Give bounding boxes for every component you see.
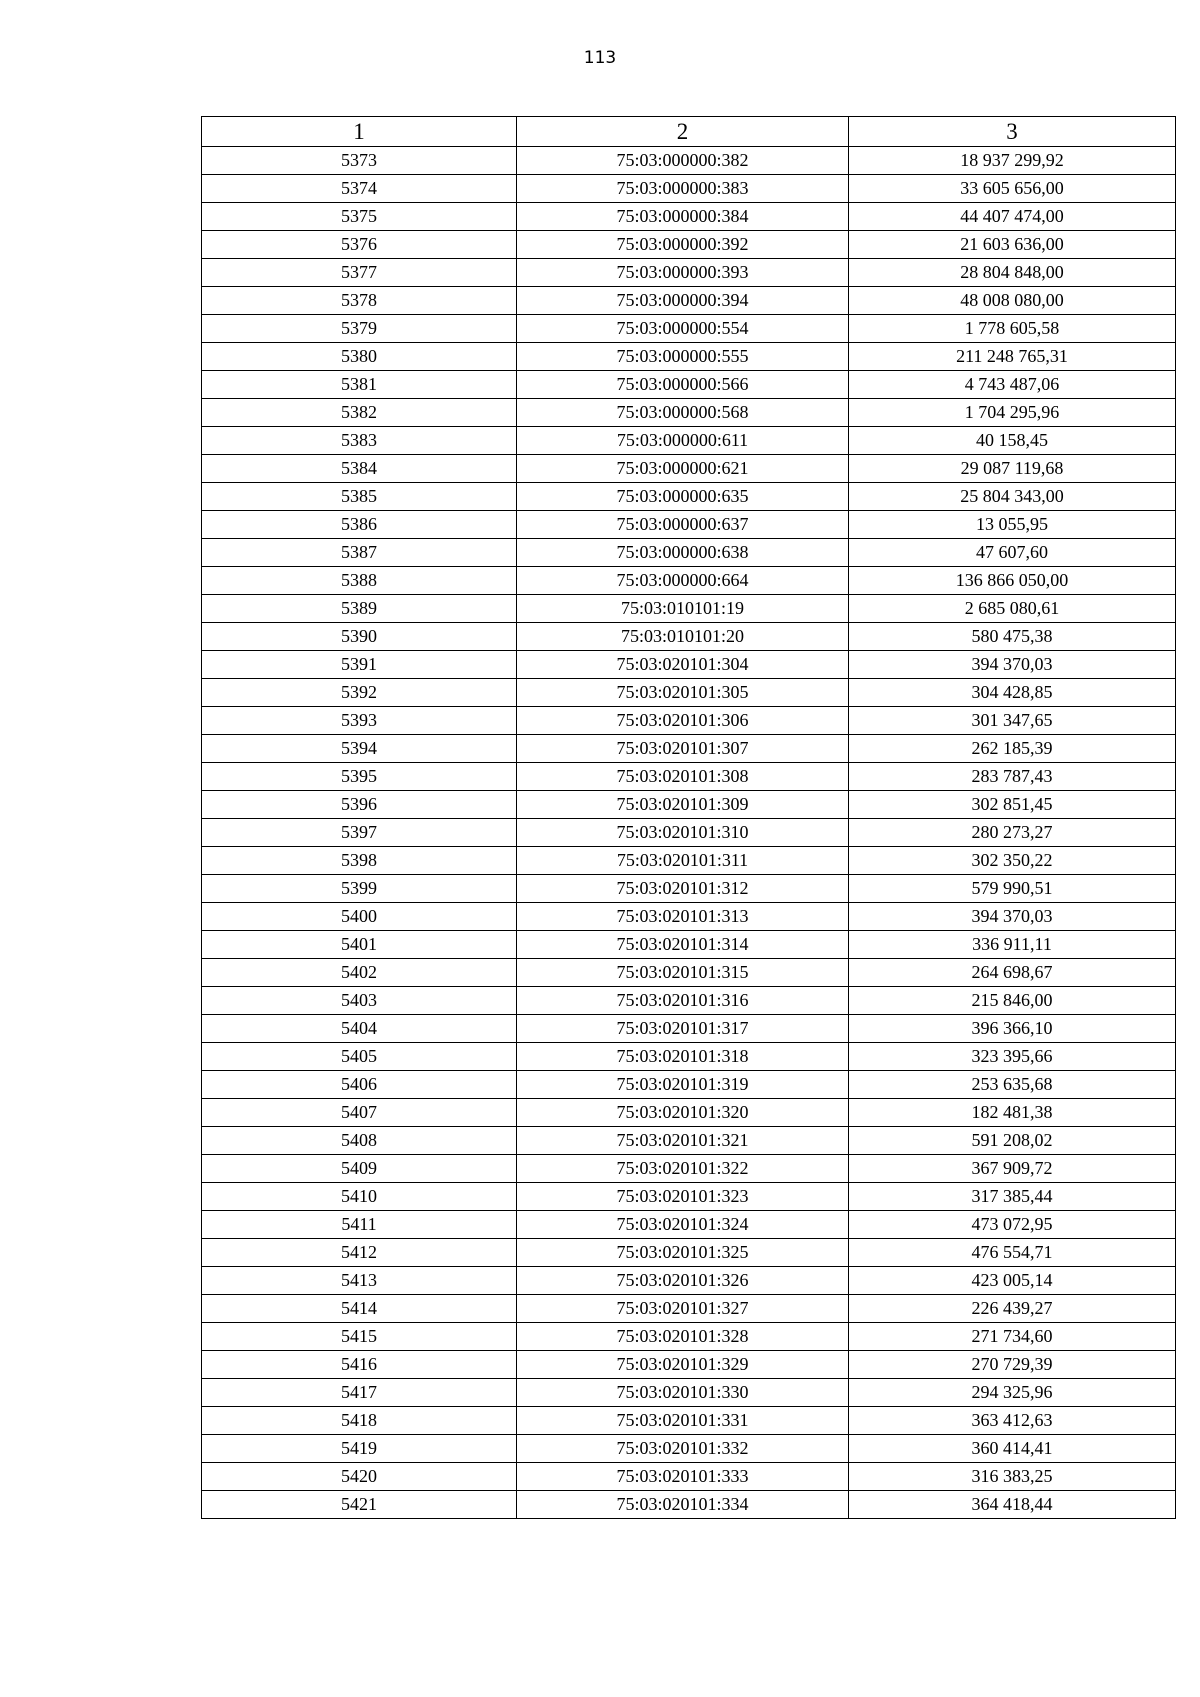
row-number-cell: 5376 <box>202 231 517 259</box>
value-cell: 40 158,45 <box>849 427 1176 455</box>
value-cell: 323 395,66 <box>849 1043 1176 1071</box>
cadastral-number-cell: 75:03:020101:319 <box>517 1071 849 1099</box>
row-number-cell: 5406 <box>202 1071 517 1099</box>
value-cell: 29 087 119,68 <box>849 455 1176 483</box>
cadastral-number-cell: 75:03:020101:329 <box>517 1351 849 1379</box>
table-row <box>202 1239 1176 1267</box>
table-row <box>202 903 1176 931</box>
row-number-cell: 5410 <box>202 1183 517 1211</box>
table-row <box>202 735 1176 763</box>
value-cell: 423 005,14 <box>849 1267 1176 1295</box>
cadastral-number-cell: 75:03:020101:332 <box>517 1435 849 1463</box>
row-number-cell: 5388 <box>202 567 517 595</box>
value-cell: 363 412,63 <box>849 1407 1176 1435</box>
value-cell: 226 439,27 <box>849 1295 1176 1323</box>
table-row <box>202 847 1176 875</box>
table-row <box>202 175 1176 203</box>
table-row <box>202 1267 1176 1295</box>
value-cell: 4 743 487,06 <box>849 371 1176 399</box>
value-cell: 579 990,51 <box>849 875 1176 903</box>
row-number-cell: 5408 <box>202 1127 517 1155</box>
table-row <box>202 959 1176 987</box>
value-cell: 336 911,11 <box>849 931 1176 959</box>
table-row <box>202 819 1176 847</box>
cadastral-number-cell: 75:03:000000:566 <box>517 371 849 399</box>
row-number-cell: 5382 <box>202 399 517 427</box>
table-row <box>202 1351 1176 1379</box>
table-row <box>202 455 1176 483</box>
row-number-cell: 5400 <box>202 903 517 931</box>
row-number-cell: 5378 <box>202 287 517 315</box>
cadastral-number-cell: 75:03:000000:554 <box>517 315 849 343</box>
table-row <box>202 595 1176 623</box>
table-row <box>202 567 1176 595</box>
cadastral-number-cell: 75:03:020101:309 <box>517 791 849 819</box>
value-cell: 394 370,03 <box>849 903 1176 931</box>
cadastral-number-cell: 75:03:020101:327 <box>517 1295 849 1323</box>
value-cell: 294 325,96 <box>849 1379 1176 1407</box>
value-cell: 591 208,02 <box>849 1127 1176 1155</box>
row-number-cell: 5404 <box>202 1015 517 1043</box>
table-row <box>202 1099 1176 1127</box>
value-cell: 270 729,39 <box>849 1351 1176 1379</box>
cadastral-number-cell: 75:03:000000:568 <box>517 399 849 427</box>
table-row <box>202 1155 1176 1183</box>
value-cell: 1 704 295,96 <box>849 399 1176 427</box>
cadastral-number-cell: 75:03:020101:316 <box>517 987 849 1015</box>
value-cell: 476 554,71 <box>849 1239 1176 1267</box>
cadastral-number-cell: 75:03:020101:312 <box>517 875 849 903</box>
cadastral-number-cell: 75:03:020101:318 <box>517 1043 849 1071</box>
value-cell: 396 366,10 <box>849 1015 1176 1043</box>
row-number-cell: 5394 <box>202 735 517 763</box>
row-number-cell: 5384 <box>202 455 517 483</box>
row-number-cell: 5377 <box>202 259 517 287</box>
table-row <box>202 931 1176 959</box>
row-number-cell: 5419 <box>202 1435 517 1463</box>
table-row <box>202 1463 1176 1491</box>
table-row <box>202 539 1176 567</box>
value-cell: 280 273,27 <box>849 819 1176 847</box>
cadastral-number-cell: 75:03:020101:313 <box>517 903 849 931</box>
table-row <box>202 707 1176 735</box>
table-header <box>202 117 1176 147</box>
cadastral-number-cell: 75:03:020101:330 <box>517 1379 849 1407</box>
row-number-cell: 5416 <box>202 1351 517 1379</box>
table-row <box>202 399 1176 427</box>
cadastral-number-cell: 75:03:020101:320 <box>517 1099 849 1127</box>
cadastral-number-cell: 75:03:000000:635 <box>517 483 849 511</box>
table-row <box>202 1435 1176 1463</box>
row-number-cell: 5386 <box>202 511 517 539</box>
value-cell: 283 787,43 <box>849 763 1176 791</box>
row-number-cell: 5409 <box>202 1155 517 1183</box>
cadastral-number-cell: 75:03:000000:664 <box>517 567 849 595</box>
cadastral-number-cell: 75:03:020101:311 <box>517 847 849 875</box>
row-number-cell: 5397 <box>202 819 517 847</box>
row-number-cell: 5379 <box>202 315 517 343</box>
row-number-cell: 5417 <box>202 1379 517 1407</box>
row-number-cell: 5385 <box>202 483 517 511</box>
table-row <box>202 315 1176 343</box>
row-number-cell: 5380 <box>202 343 517 371</box>
table-row <box>202 1015 1176 1043</box>
value-cell: 2 685 080,61 <box>849 595 1176 623</box>
table-row <box>202 623 1176 651</box>
cadastral-number-cell: 75:03:020101:305 <box>517 679 849 707</box>
cadastral-number-cell: 75:03:020101:331 <box>517 1407 849 1435</box>
table-row <box>202 1183 1176 1211</box>
row-number-cell: 5392 <box>202 679 517 707</box>
cadastral-number-cell: 75:03:000000:392 <box>517 231 849 259</box>
cadastral-number-cell: 75:03:020101:321 <box>517 1127 849 1155</box>
cadastral-number-cell: 75:03:010101:19 <box>517 595 849 623</box>
cadastral-number-cell: 75:03:000000:394 <box>517 287 849 315</box>
row-number-cell: 5393 <box>202 707 517 735</box>
table-row <box>202 1323 1176 1351</box>
row-number-cell: 5399 <box>202 875 517 903</box>
value-cell: 317 385,44 <box>849 1183 1176 1211</box>
row-number-cell: 5415 <box>202 1323 517 1351</box>
table-row <box>202 1295 1176 1323</box>
value-cell: 33 605 656,00 <box>849 175 1176 203</box>
row-number-cell: 5402 <box>202 959 517 987</box>
table-row <box>202 343 1176 371</box>
cadastral-number-cell: 75:03:020101:306 <box>517 707 849 735</box>
header-row <box>202 117 1176 147</box>
row-number-cell: 5401 <box>202 931 517 959</box>
cadastral-number-cell: 75:03:020101:323 <box>517 1183 849 1211</box>
value-cell: 360 414,41 <box>849 1435 1176 1463</box>
table-row <box>202 763 1176 791</box>
cadastral-number-cell: 75:03:020101:307 <box>517 735 849 763</box>
cadastral-number-cell: 75:03:020101:334 <box>517 1491 849 1519</box>
table-row <box>202 791 1176 819</box>
table-row <box>202 203 1176 231</box>
row-number-cell: 5383 <box>202 427 517 455</box>
table-body <box>202 147 1176 1519</box>
cadastral-number-cell: 75:03:020101:308 <box>517 763 849 791</box>
value-cell: 473 072,95 <box>849 1211 1176 1239</box>
table-row <box>202 511 1176 539</box>
value-cell: 302 350,22 <box>849 847 1176 875</box>
data-table <box>201 116 1176 1519</box>
row-number-cell: 5381 <box>202 371 517 399</box>
value-cell: 13 055,95 <box>849 511 1176 539</box>
table-row <box>202 1491 1176 1519</box>
column-header-1: 1 <box>202 117 517 147</box>
cadastral-number-cell: 75:03:020101:325 <box>517 1239 849 1267</box>
row-number-cell: 5398 <box>202 847 517 875</box>
value-cell: 28 804 848,00 <box>849 259 1176 287</box>
value-cell: 304 428,85 <box>849 679 1176 707</box>
value-cell: 316 383,25 <box>849 1463 1176 1491</box>
value-cell: 48 008 080,00 <box>849 287 1176 315</box>
row-number-cell: 5411 <box>202 1211 517 1239</box>
row-number-cell: 5418 <box>202 1407 517 1435</box>
table-row <box>202 287 1176 315</box>
value-cell: 211 248 765,31 <box>849 343 1176 371</box>
cadastral-number-cell: 75:03:020101:317 <box>517 1015 849 1043</box>
row-number-cell: 5390 <box>202 623 517 651</box>
cadastral-number-cell: 75:03:020101:315 <box>517 959 849 987</box>
cadastral-number-cell: 75:03:020101:314 <box>517 931 849 959</box>
table-row <box>202 147 1176 175</box>
table-row <box>202 231 1176 259</box>
row-number-cell: 5387 <box>202 539 517 567</box>
row-number-cell: 5420 <box>202 1463 517 1491</box>
value-cell: 1 778 605,58 <box>849 315 1176 343</box>
row-number-cell: 5395 <box>202 763 517 791</box>
row-number-cell: 5414 <box>202 1295 517 1323</box>
cadastral-number-cell: 75:03:020101:326 <box>517 1267 849 1295</box>
row-number-cell: 5375 <box>202 203 517 231</box>
table-row <box>202 875 1176 903</box>
table-row <box>202 1071 1176 1099</box>
cadastral-number-cell: 75:03:020101:324 <box>517 1211 849 1239</box>
cadastral-number-cell: 75:03:000000:382 <box>517 147 849 175</box>
value-cell: 18 937 299,92 <box>849 147 1176 175</box>
value-cell: 264 698,67 <box>849 959 1176 987</box>
value-cell: 302 851,45 <box>849 791 1176 819</box>
row-number-cell: 5403 <box>202 987 517 1015</box>
row-number-cell: 5407 <box>202 1099 517 1127</box>
cadastral-number-cell: 75:03:000000:384 <box>517 203 849 231</box>
table-row <box>202 679 1176 707</box>
cadastral-number-cell: 75:03:000000:555 <box>517 343 849 371</box>
cadastral-number-cell: 75:03:000000:638 <box>517 539 849 567</box>
table-row <box>202 483 1176 511</box>
page-number: 113 <box>583 48 617 68</box>
value-cell: 262 185,39 <box>849 735 1176 763</box>
value-cell: 367 909,72 <box>849 1155 1176 1183</box>
cadastral-number-cell: 75:03:000000:611 <box>517 427 849 455</box>
table-row <box>202 651 1176 679</box>
row-number-cell: 5396 <box>202 791 517 819</box>
cadastral-number-cell: 75:03:010101:20 <box>517 623 849 651</box>
row-number-cell: 5412 <box>202 1239 517 1267</box>
row-number-cell: 5389 <box>202 595 517 623</box>
value-cell: 580 475,38 <box>849 623 1176 651</box>
table-row <box>202 1407 1176 1435</box>
cadastral-number-cell: 75:03:000000:393 <box>517 259 849 287</box>
cadastral-number-cell: 75:03:020101:328 <box>517 1323 849 1351</box>
value-cell: 21 603 636,00 <box>849 231 1176 259</box>
table-row <box>202 1211 1176 1239</box>
value-cell: 253 635,68 <box>849 1071 1176 1099</box>
value-cell: 271 734,60 <box>849 1323 1176 1351</box>
cadastral-number-cell: 75:03:000000:621 <box>517 455 849 483</box>
row-number-cell: 5374 <box>202 175 517 203</box>
cadastral-number-cell: 75:03:000000:637 <box>517 511 849 539</box>
value-cell: 364 418,44 <box>849 1491 1176 1519</box>
value-cell: 394 370,03 <box>849 651 1176 679</box>
table-row <box>202 1127 1176 1155</box>
row-number-cell: 5373 <box>202 147 517 175</box>
table-row <box>202 987 1176 1015</box>
value-cell: 301 347,65 <box>849 707 1176 735</box>
row-number-cell: 5391 <box>202 651 517 679</box>
cadastral-number-cell: 75:03:020101:322 <box>517 1155 849 1183</box>
value-cell: 182 481,38 <box>849 1099 1176 1127</box>
table-row <box>202 371 1176 399</box>
column-header-2: 2 <box>517 117 849 147</box>
cadastral-number-cell: 75:03:020101:304 <box>517 651 849 679</box>
table-row <box>202 1379 1176 1407</box>
table-row <box>202 427 1176 455</box>
value-cell: 136 866 050,00 <box>849 567 1176 595</box>
cadastral-number-cell: 75:03:020101:333 <box>517 1463 849 1491</box>
row-number-cell: 5405 <box>202 1043 517 1071</box>
cadastral-number-cell: 75:03:000000:383 <box>517 175 849 203</box>
value-cell: 44 407 474,00 <box>849 203 1176 231</box>
table-row <box>202 1043 1176 1071</box>
value-cell: 25 804 343,00 <box>849 483 1176 511</box>
column-header-3: 3 <box>849 117 1176 147</box>
value-cell: 215 846,00 <box>849 987 1176 1015</box>
value-cell: 47 607,60 <box>849 539 1176 567</box>
table-row <box>202 259 1176 287</box>
row-number-cell: 5421 <box>202 1491 517 1519</box>
row-number-cell: 5413 <box>202 1267 517 1295</box>
cadastral-number-cell: 75:03:020101:310 <box>517 819 849 847</box>
